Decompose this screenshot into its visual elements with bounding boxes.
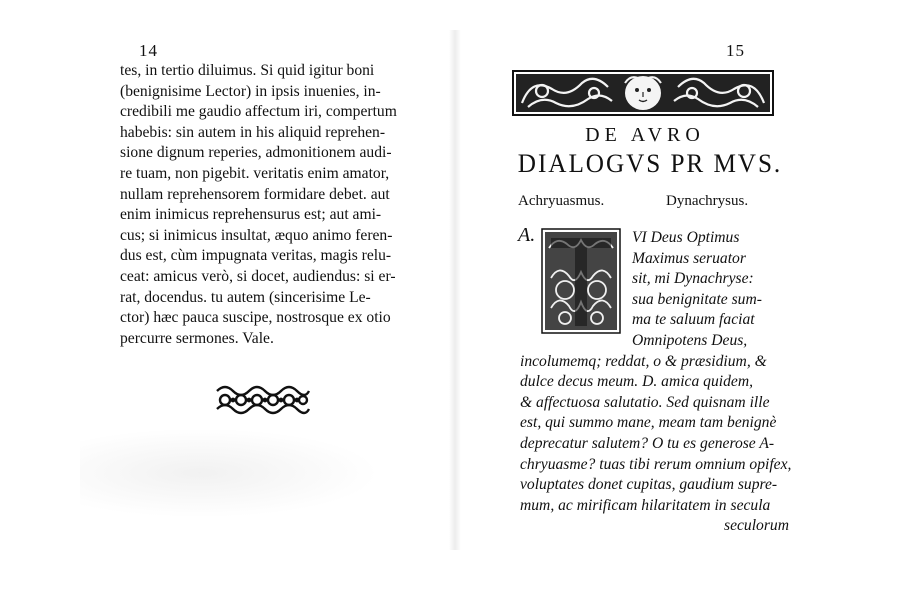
engraved-headpiece-icon <box>512 69 774 119</box>
text-line: re tuam, non pigebit. veritatis enim amator, <box>120 164 390 182</box>
catchword: seculorum <box>724 517 789 535</box>
text-line: sione dignum reperies, admonitionem audi- <box>120 144 392 162</box>
left-page-text <box>120 61 440 349</box>
text-line: tes, in tertio diluimus. Si quid igitur boni <box>120 62 375 79</box>
text-line: ctor) hæc pauca suscipe, nostrosque ex otio <box>120 309 391 327</box>
text-line: sua benignitate sum- <box>632 290 762 308</box>
text-line: percurre sermones. Vale. <box>120 329 274 347</box>
speaker-initial: A. <box>518 224 536 246</box>
text-line: ceat: amicus verò, si docet, audiendus: si er- <box>120 267 396 285</box>
text-line: est, qui summo mane, meam tam benignè <box>520 414 777 432</box>
text-line: Omnipotens Deus, <box>632 331 748 349</box>
text-line: deprecatur salutem? O tu es generose A- <box>520 434 775 452</box>
text-line: mum, ac mirificam hilaritatem in secula <box>520 496 771 514</box>
text-line: voluptates donet cupitas, gaudium supre- <box>520 476 778 494</box>
text-line: credibili me gaudio affectum iri, compertum <box>120 103 397 121</box>
page-number-left: 14 <box>139 41 158 60</box>
text-line: & affectuosa salutatio. Sed quisnam ille <box>520 393 770 411</box>
text-line: incolumemq; reddat, o & præsidium, & <box>520 352 767 370</box>
text-line: dulce decus meum. D. amica quidem, <box>520 373 753 391</box>
fleuron-tailpiece-icon <box>213 381 313 419</box>
scan-shadow <box>80 428 380 518</box>
text-line: chryuasme? tuas tibi rerum omnium opifex, <box>520 455 792 473</box>
page-number-right: 15 <box>726 41 745 60</box>
text-line: (benignisime Lector) in ipsis inuenies, in- <box>120 82 381 100</box>
right-page-text <box>520 228 792 537</box>
text-line: rat, docendus. tu autem (sincerisime Le- <box>120 288 371 306</box>
text-line: cus; si inimicus insultat, æquo animo feren- <box>120 226 393 244</box>
speaker-name-left: Achryuasmus. <box>518 193 605 209</box>
title-line-1: DE AVRO <box>585 124 705 146</box>
text-line: dus est, cùm impugnata veritas, magis relu- <box>120 247 392 265</box>
text-line: sit, mi Dynachryse: <box>632 270 754 288</box>
text-line: habebis: sin autem in his aliquid reprehen- <box>120 123 386 141</box>
text-line: nullam reprehensorem formidare debet. aut <box>120 185 390 203</box>
text-line: ma te saluum faciat <box>632 311 755 329</box>
title-line-2: DIALOGVS PR MVS. <box>517 149 783 178</box>
speaker-name-right: Dynachrysus. <box>666 193 749 209</box>
text-line: Maximus seruator <box>632 249 746 267</box>
text-line: VI Deus Optimus <box>632 229 740 246</box>
text-line: enim inimicus reprehensurus est; aut ami- <box>120 206 382 224</box>
